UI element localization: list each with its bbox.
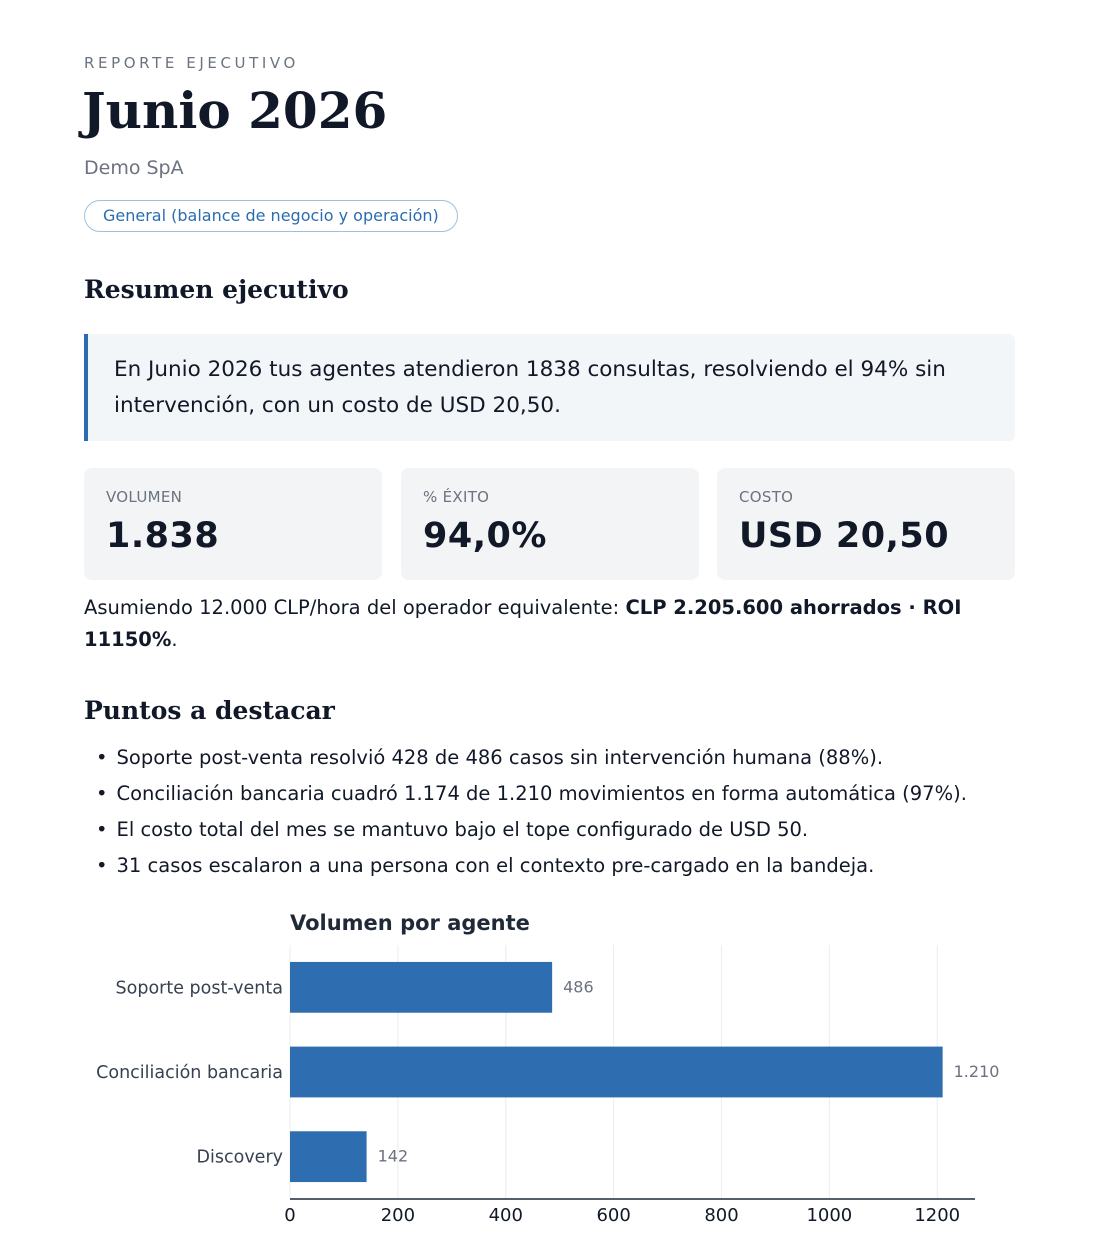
x-tick-label: 400	[488, 1205, 523, 1226]
list-item: • Soporte post-venta resolvió 428 de 486 casos sin intervención humana (88%).	[96, 740, 967, 776]
data-label: 142	[377, 1146, 409, 1166]
data-label: 1.210	[953, 1062, 1000, 1081]
report-type-badge: General (balance de negocio y operación)	[84, 200, 458, 232]
bar	[290, 1131, 367, 1182]
roi-prefix: Asumiendo 12.000 CLP/hora del operador equivalente:	[84, 596, 626, 619]
summary-heading: Resumen ejecutivo	[84, 275, 349, 304]
kpi-card-cost	[717, 468, 1015, 580]
x-tick-label: 1200	[914, 1205, 961, 1226]
x-tick-label: 1000	[806, 1205, 853, 1226]
kpi-card-success	[401, 468, 699, 580]
kpi-value: USD 20,50	[739, 516, 950, 556]
x-tick-label: 600	[596, 1205, 631, 1226]
roi-statement	[84, 592, 1014, 656]
kpi-label: COSTO	[739, 488, 794, 506]
kpi-value: 94,0%	[423, 516, 547, 556]
bar	[290, 1047, 943, 1098]
chart-title: Volumen por agente	[290, 911, 530, 935]
x-tick-label: 0	[284, 1205, 296, 1226]
roi-suffix: .	[171, 628, 178, 651]
page-title: Junio 2026	[82, 81, 388, 140]
kpi-value: 1.838	[106, 516, 220, 556]
category-label: Conciliación bancaria	[96, 1063, 283, 1083]
kpi-card-volume	[84, 468, 382, 580]
bar	[290, 962, 552, 1013]
x-axis-ticks	[284, 1205, 960, 1226]
roi-highlight: CLP 2.205.600 ahorrados · ROI 11150%	[84, 596, 962, 651]
category-label: Soporte post-venta	[115, 978, 283, 999]
summary-callout: En Junio 2026 tus agentes atendieron 1838 consultas, resolviendo el 94% sin intervención, con un costo de USD 20,50.	[84, 334, 1015, 441]
data-label: 486	[563, 977, 594, 997]
volume-by-agent-chart	[0, 895, 1100, 1245]
list-item: • El costo total del mes se mantuvo bajo el tope configurado de USD 50.	[96, 812, 967, 848]
kpi-label: VOLUMEN	[106, 488, 183, 506]
company-name: Demo SpA	[84, 157, 184, 179]
highlights-list	[96, 740, 967, 884]
x-tick-label: 800	[704, 1205, 739, 1226]
kpi-label: % ÉXITO	[423, 488, 490, 506]
category-label: Discovery	[196, 1147, 283, 1168]
report-eyebrow: REPORTE EJECUTIVO	[84, 54, 299, 72]
x-tick-label: 200	[380, 1205, 416, 1226]
list-item: • Conciliación bancaria cuadró 1.174 de 1.210 movimientos en forma automática (97%).	[96, 776, 967, 812]
list-item: • 31 casos escalaron a una persona con el contexto pre-cargado en la bandeja.	[96, 848, 967, 884]
highlights-heading: Puntos a destacar	[84, 696, 335, 725]
